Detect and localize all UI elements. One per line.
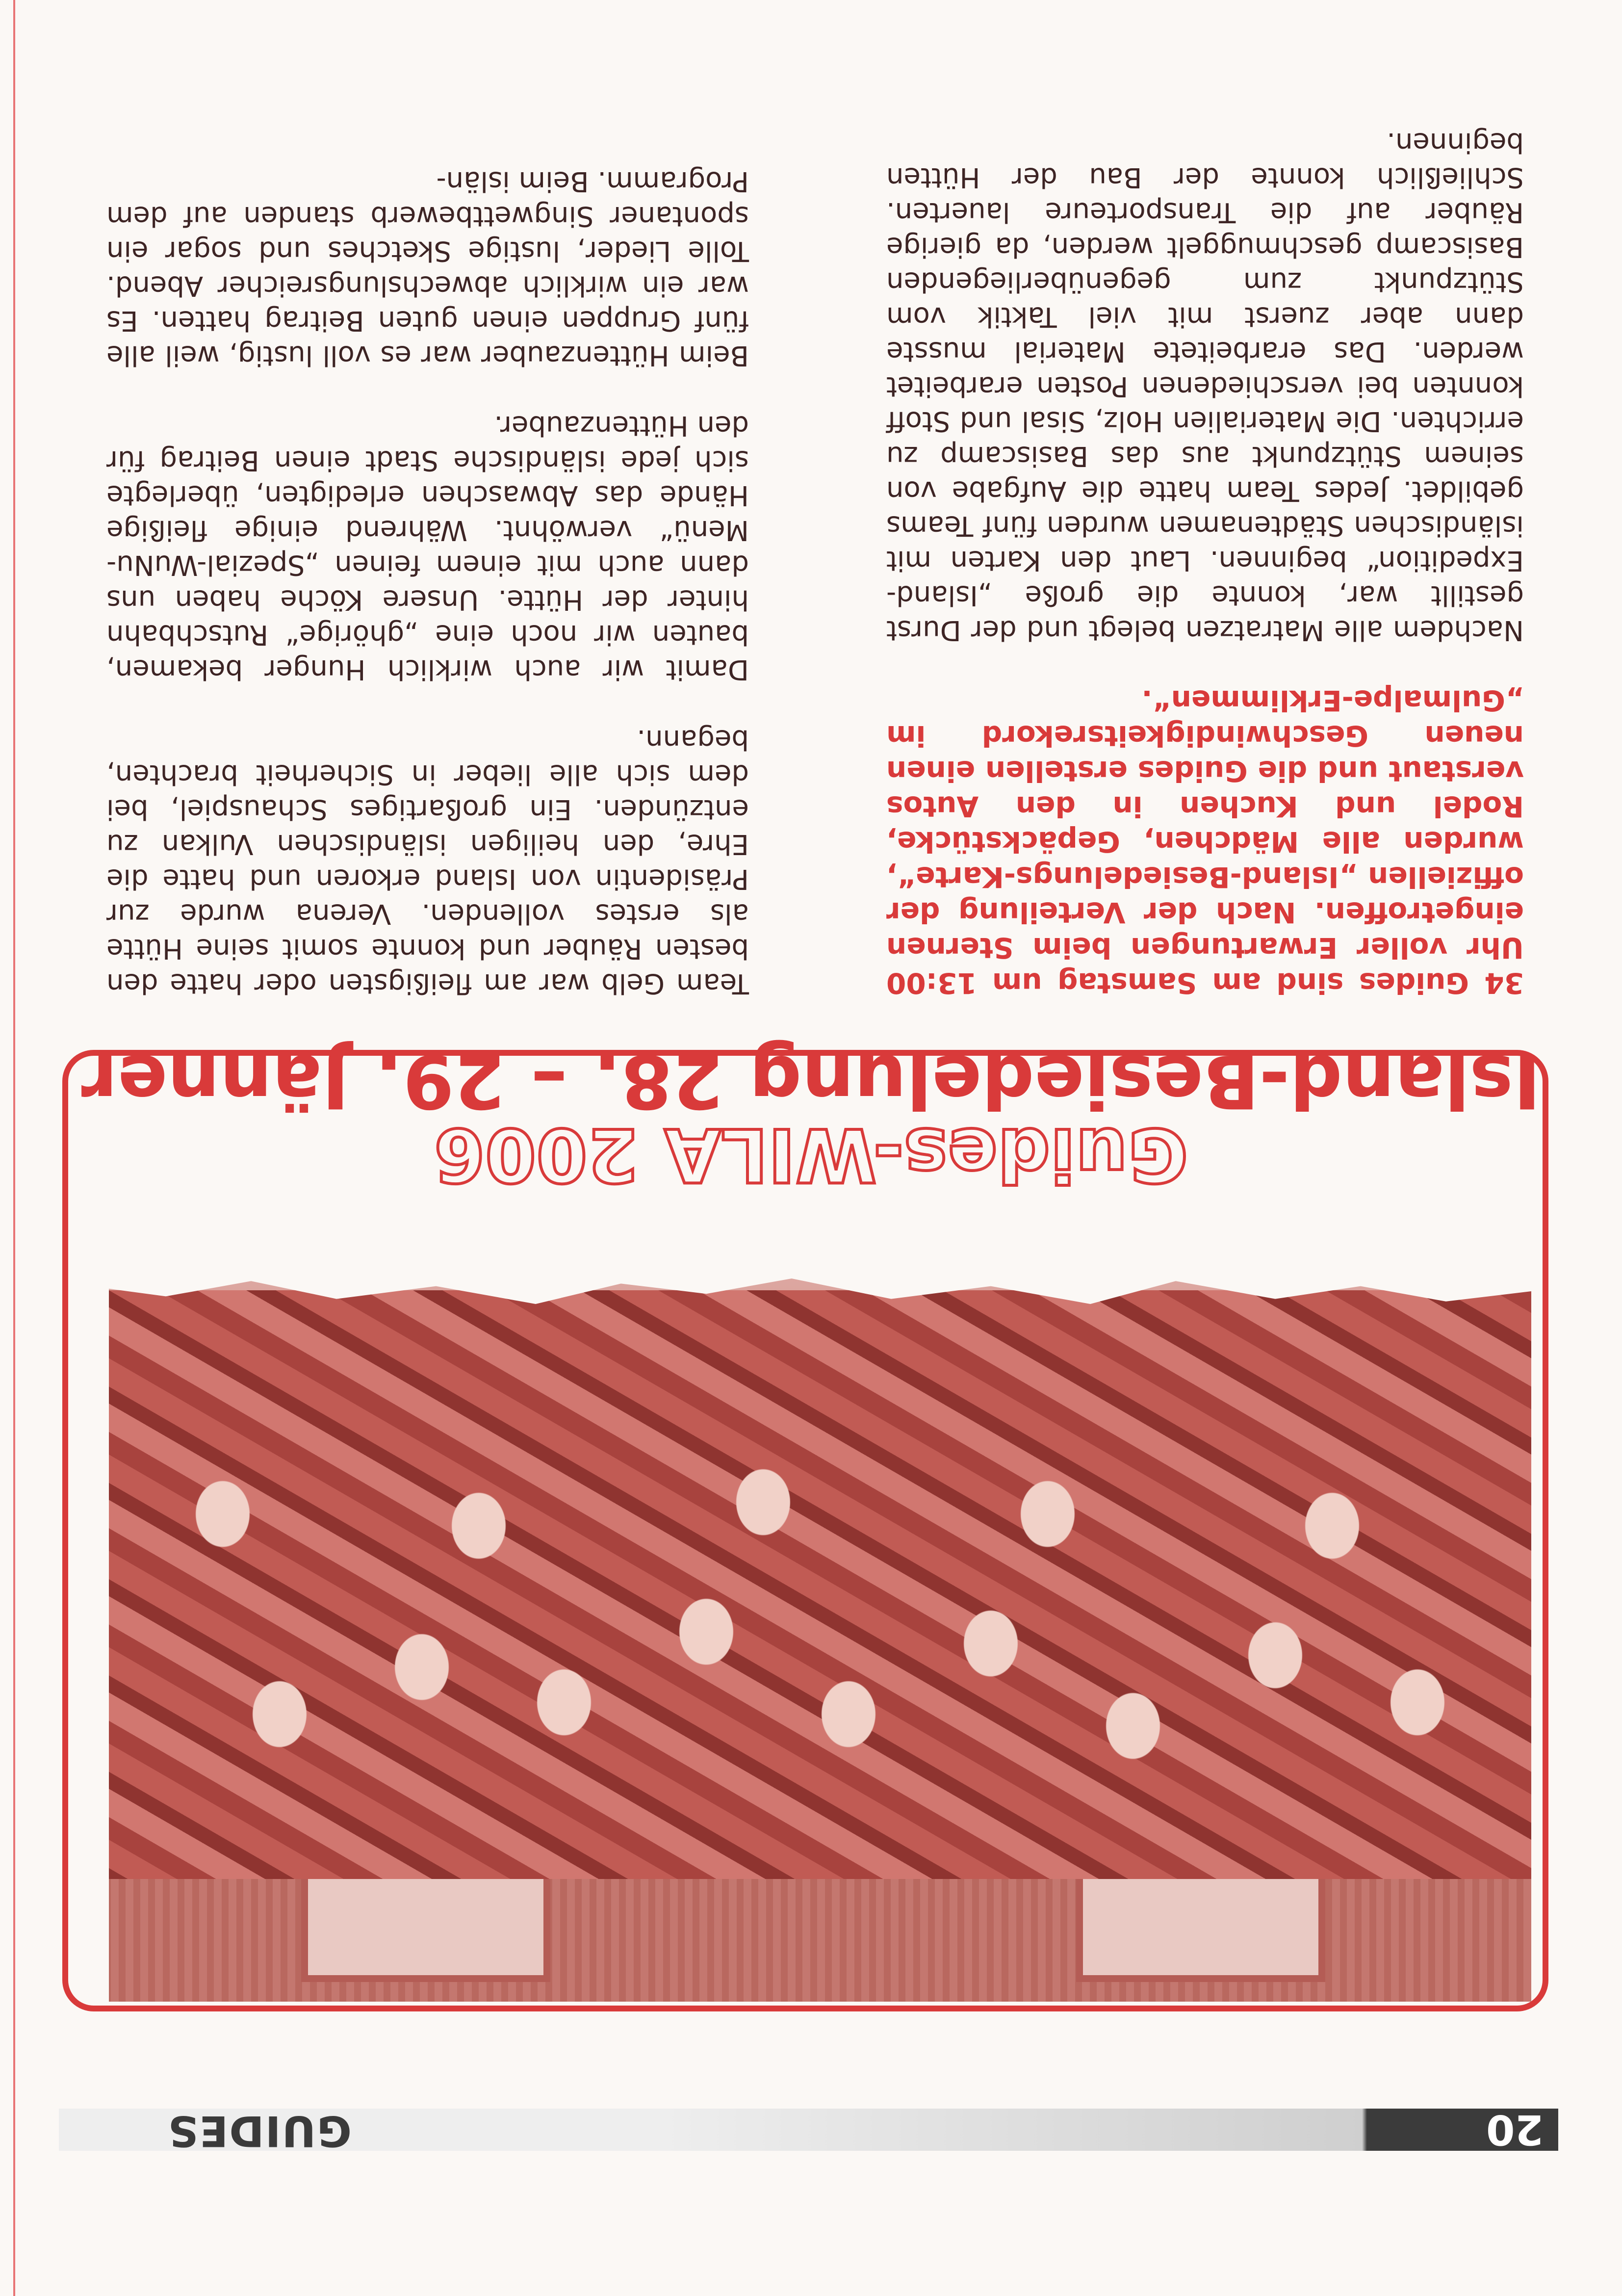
body-paragraph: Team Gelb war am fleißigsten oder hatte den besten Räuber und konnte somit seine Hütte als erstes vollenden. Verena wurde zur Präsidentin von Island erkoren und hatte die Ehre, den heiligen isländischen Vulkan zu entzünden. Ein großartiges Schauspiel, bei dem sich alle lieber in Sicherheit brachten, begann.	[106, 724, 749, 999]
section-label: GUIDES	[167, 2106, 352, 2155]
page-number: 20	[1486, 2106, 1544, 2154]
lead-paragraph: 34 Guides sind am Samstag um 13:00 Uhr voller Erwartungen beim Sternen eingetroffen. Nach der Verteilung der offiziellen „Island-Besiedelungs-Karte“, wurden alle Mädchen, Gepäckstücke, Rodel und Kuchen in den Autos verstaut und die Guides erstellen einen neuen Geschwindigkeitsrekord im „Gulmalpe-Erklimmen“.	[886, 684, 1524, 1000]
group-photo	[109, 1202, 1531, 2002]
photo-crowd	[109, 1290, 1531, 1879]
body-paragraph: Beim Hüttenzauber war es voll lustig, weil alle fünf Gruppen einen guten Beitrag hatten. Es war ein wirklich abwechslungsreicher Abend. Tolle Lieder, lustige Sketches und sogar ein spontaner Singwettbewerb standen auf dem Programm. Beim islän-	[106, 165, 749, 371]
body-paragraph: Nachdem alle Matratzen belegt und der Durst gestillt war, konnte die große „Island-Expedition“ beginnen. Laut den Karten mit isländischen Städtenamen wurden fünf Teams gebildet. Jedes Team hatte die Aufgabe von seinem Stützpunkt aus das Basiscamp zu errichten. Die Materialien Holz, Sisal und Stoff konnten bei verschiedenen Posten erarbeitet werden. Das erarbeitete Material musste dann aber zuerst mit viel Taktik vom Stützpunkt zum gegenüberliegenden Basiscamp geschmuggelt werden, da gierige Räuber auf die Transporteure lauerten. Schließlich konnte der Bau der Hütten beginnen.	[886, 127, 1524, 646]
article-title: Guides-WILA 2006	[434, 1112, 1188, 1197]
body-paragraph: Damit wir auch wirklich Hunger bekamen, bauten wir noch eine „ghörige“ Rutschbahn hinter der Hütte. Unsere Köche haben uns dann auch mit einem feinen „Spezial-WuNu-Menü“ verwöhnt. Während einige fleißige Hände das Abwaschen erledigten, überlegte sich jede isländische Stadt einen Beitrag für den Hüttenzauber.	[106, 410, 749, 685]
text-column-right	[106, 164, 749, 1001]
text-column-left	[886, 125, 1524, 1001]
article-subtitle: Island-Besiedelung 28. – 29. Jänner	[81, 1038, 1541, 1123]
